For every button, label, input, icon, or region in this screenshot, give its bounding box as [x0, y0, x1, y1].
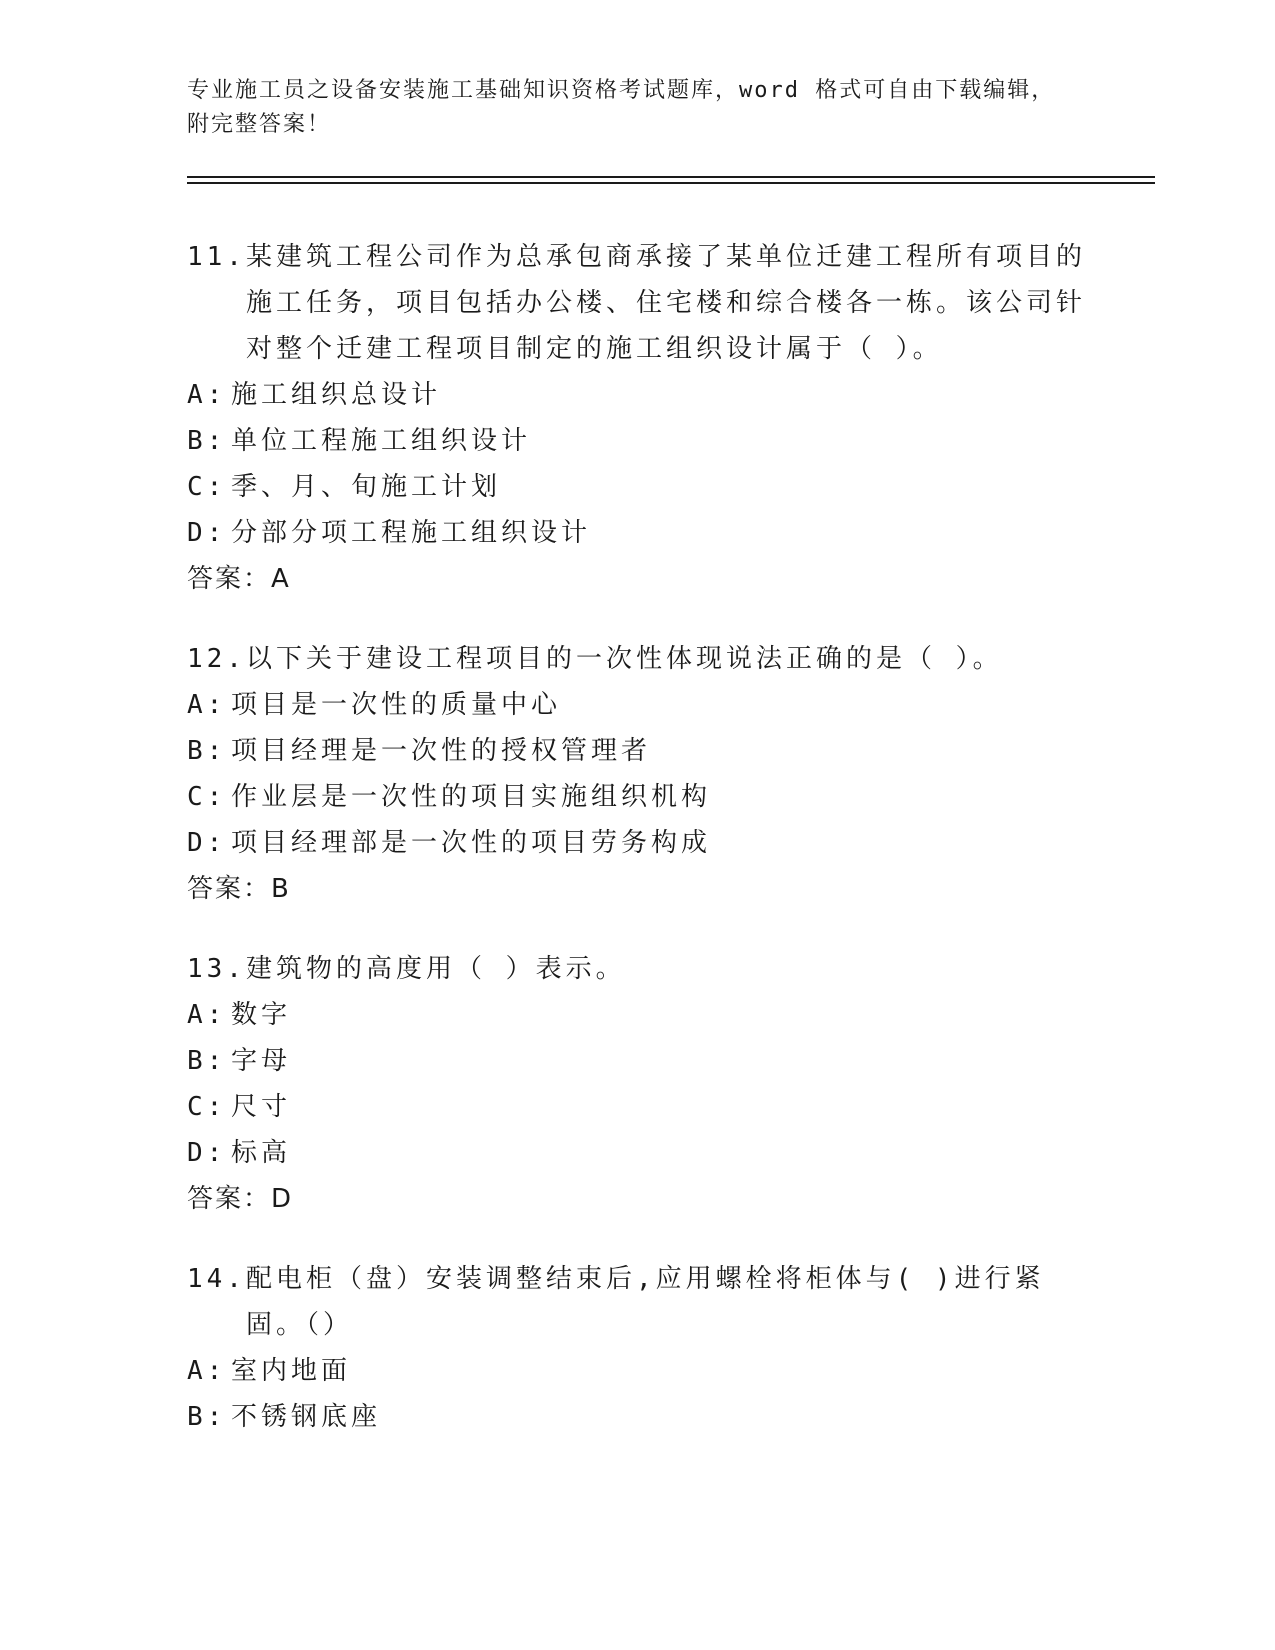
option-text: 项目是一次性的质量中心 [231, 690, 562, 720]
question-stem [187, 636, 1087, 682]
option-text: 项目经理部是一次性的项目劳务构成 [231, 828, 712, 858]
question-number: 13. [187, 954, 246, 984]
question-stem [187, 1256, 1087, 1348]
option-b [187, 418, 1087, 464]
option-d [187, 510, 1087, 556]
option-letter: B: [187, 426, 227, 456]
question-text: 以下关于建设工程项目的一次性体现说法正确的是（ ）。 [245, 644, 1003, 674]
question-14 [187, 1256, 1087, 1440]
option-a [187, 372, 1087, 418]
answer-value: B [271, 874, 291, 904]
answer-prefix: 答案： [187, 564, 272, 594]
question-number: 14. [187, 1264, 246, 1294]
option-c [187, 464, 1087, 510]
option-letter: D: [187, 1138, 227, 1168]
answer-line [187, 556, 1087, 602]
answer-value: D [271, 1184, 294, 1214]
answer-value: A [271, 564, 291, 594]
question-number: 12. [187, 644, 246, 674]
question-stem [187, 946, 1087, 992]
option-a [187, 992, 1087, 1038]
question-text: 配电柜（盘）安装调整结束后,应用螺栓将柜体与( )进行紧固。（） [245, 1264, 1045, 1340]
option-a [187, 682, 1087, 728]
option-letter: A: [187, 1000, 227, 1030]
option-d [187, 820, 1087, 866]
question-number: 11. [187, 242, 246, 272]
option-letter: D: [187, 518, 227, 548]
option-letter: B: [187, 1402, 227, 1432]
option-letter: B: [187, 1046, 227, 1076]
option-text: 作业层是一次性的项目实施组织机构 [231, 782, 712, 812]
question-11 [187, 234, 1087, 602]
option-text: 标高 [231, 1138, 292, 1168]
option-text: 单位工程施工组织设计 [231, 426, 532, 456]
answer-prefix: 答案： [187, 874, 272, 904]
option-b [187, 728, 1087, 774]
option-text: 尺寸 [231, 1092, 292, 1122]
option-d [187, 1130, 1087, 1176]
option-text: 季、月、旬施工计划 [231, 472, 502, 502]
option-text: 数字 [231, 1000, 292, 1030]
option-b [187, 1038, 1087, 1084]
option-letter: C: [187, 472, 227, 502]
option-text: 分部分项工程施工组织设计 [231, 518, 592, 548]
option-c [187, 774, 1087, 820]
option-letter: A: [187, 690, 227, 720]
answer-line [187, 1176, 1087, 1222]
option-a [187, 1348, 1087, 1394]
question-list [187, 234, 1087, 1474]
option-letter: A: [187, 380, 227, 410]
question-text: 某建筑工程公司作为总承包商承接了某单位迁建工程所有项目的施工任务，项目包括办公楼、住宅楼和综合楼各一栋。该公司针对整个迁建工程项目制定的施工组织设计属于（ ）。 [245, 242, 1086, 364]
option-letter: C: [187, 782, 227, 812]
option-letter: C: [187, 1092, 227, 1122]
option-letter: B: [187, 736, 227, 766]
option-text: 项目经理是一次性的授权管理者 [231, 736, 652, 766]
question-13 [187, 946, 1087, 1222]
answer-prefix: 答案： [187, 1184, 272, 1214]
question-stem [187, 234, 1087, 372]
question-12 [187, 636, 1087, 912]
document-header [187, 74, 1087, 142]
option-text: 字母 [231, 1046, 292, 1076]
option-text: 室内地面 [231, 1356, 352, 1386]
option-text: 不锈钢底座 [231, 1402, 382, 1432]
answer-line [187, 866, 1087, 912]
option-letter: A: [187, 1356, 227, 1386]
option-c [187, 1084, 1087, 1130]
question-text: 建筑物的高度用（ ）表示。 [245, 954, 626, 984]
option-text: 施工组织总设计 [231, 380, 442, 410]
header-line-2: 附完整答案！ [187, 112, 332, 137]
header-line-1: 专业施工员之设备安装施工基础知识资格考试题库，word 格式可自由下载编辑， [187, 78, 1056, 103]
option-b [187, 1394, 1087, 1440]
header-divider-top [187, 176, 1155, 178]
option-letter: D: [187, 828, 227, 858]
header-divider-bottom [187, 182, 1155, 184]
